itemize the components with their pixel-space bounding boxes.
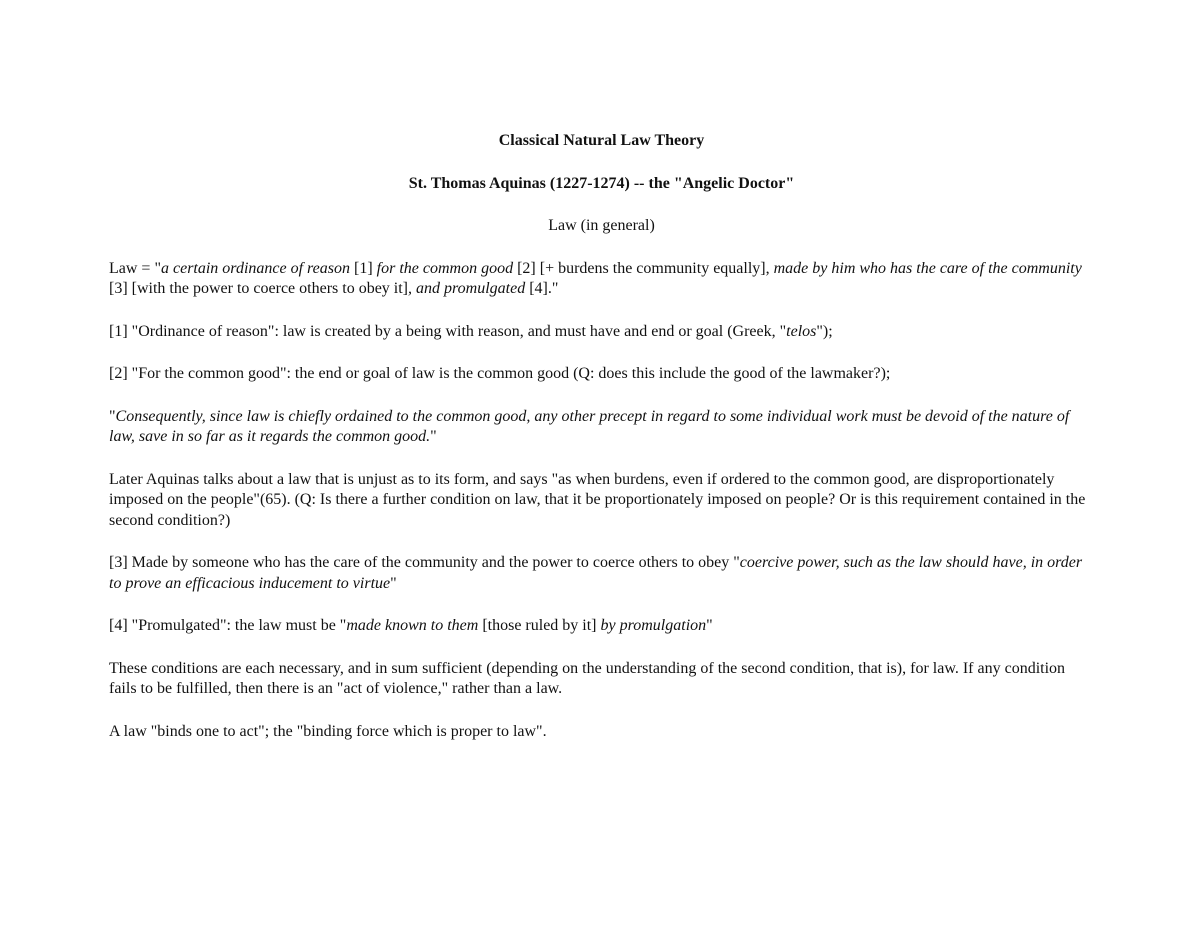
note-1-italic: telos xyxy=(786,322,817,340)
definition-italic: , and promulgated xyxy=(408,280,526,297)
document-subtitle: St. Thomas Aquinas (1227-1274) -- the "Angelic Doctor" xyxy=(408,174,795,192)
note-2-text: [2] "For the common good": the end or goal of law is the common good (Q: does this include the good of the lawmaker?); xyxy=(109,365,891,382)
note-4-italic: made known to them xyxy=(346,617,479,634)
quote-mark: " xyxy=(430,428,437,445)
note-1-paragraph xyxy=(109,322,1094,343)
conditions-text: These conditions are each necessary, and in sum sufficient (depending on the understanding of the second condition, that is), for law. If any condition fails to be fulfilled, then there is an "act of violence," rather than a law. xyxy=(109,659,1066,697)
section-heading: Law (in general) xyxy=(548,217,655,234)
note-4-text: [4] "Promulgated": the law must be " xyxy=(109,617,347,634)
note-4-italic: by promulgation xyxy=(600,617,707,634)
note-4-text: " xyxy=(706,617,713,634)
note-2-paragraph xyxy=(109,364,1094,385)
later-aquinas-paragraph xyxy=(109,470,1094,532)
note-4-paragraph xyxy=(109,616,1094,637)
note-1-text: "); xyxy=(816,322,833,340)
definition-text: Law = " xyxy=(109,259,161,277)
later-aquinas-text: Later Aquinas talks about a law that is unjust as to its form, and says "as when burdens, even if ordered to the common good, are disproportionately imposed on the people"(65). (Q: Is there a further condition on law, that it be proportionately imposed on people? Or is this requirement contained in the second condition?) xyxy=(109,470,1086,529)
note-3-paragraph xyxy=(109,553,1094,594)
definition-italic: a certain ordinance of reason xyxy=(160,259,350,277)
note-3-text: " xyxy=(390,574,397,592)
quote-paragraph xyxy=(109,407,1094,448)
binding-force-paragraph xyxy=(109,722,1094,743)
definition-text: [2] [+ burdens the community equally], xyxy=(513,259,774,277)
note-3-italic: coercive power, such as the law should have, in order to prove an efficacious inducement to virtue xyxy=(109,554,1083,592)
note-4-text: [those ruled by it] xyxy=(478,617,601,634)
quote-italic: Consequently, since law is chiefly ordained to the common good, any other precept in regard to some individual work must be devoid of the nature of law, save in so far as it regards the common good. xyxy=(109,407,1070,445)
quote-mark: " xyxy=(109,407,116,425)
definition-text: [1] xyxy=(350,259,377,277)
definition-italic: for the common good xyxy=(376,259,514,277)
conditions-paragraph xyxy=(109,659,1094,700)
definition-italic: made by him who has the care of the community xyxy=(773,259,1082,277)
note-1-text: [1] "Ordinance of reason": law is created by a being with reason, and must have and end or goal (Greek, " xyxy=(109,322,787,340)
definition-text: [3] [with the power to coerce others to obey it] xyxy=(109,280,409,297)
note-3-text: [3] Made by someone who has the care of the community and the power to coerce others to obey " xyxy=(109,554,740,571)
definition-text: [4]." xyxy=(525,280,559,297)
document-body xyxy=(109,131,1094,764)
binding-force-text: A law "binds one to act"; the "binding force which is proper to law". xyxy=(109,722,547,740)
law-definition-paragraph xyxy=(109,259,1094,300)
document-title: Classical Natural Law Theory xyxy=(498,132,705,149)
